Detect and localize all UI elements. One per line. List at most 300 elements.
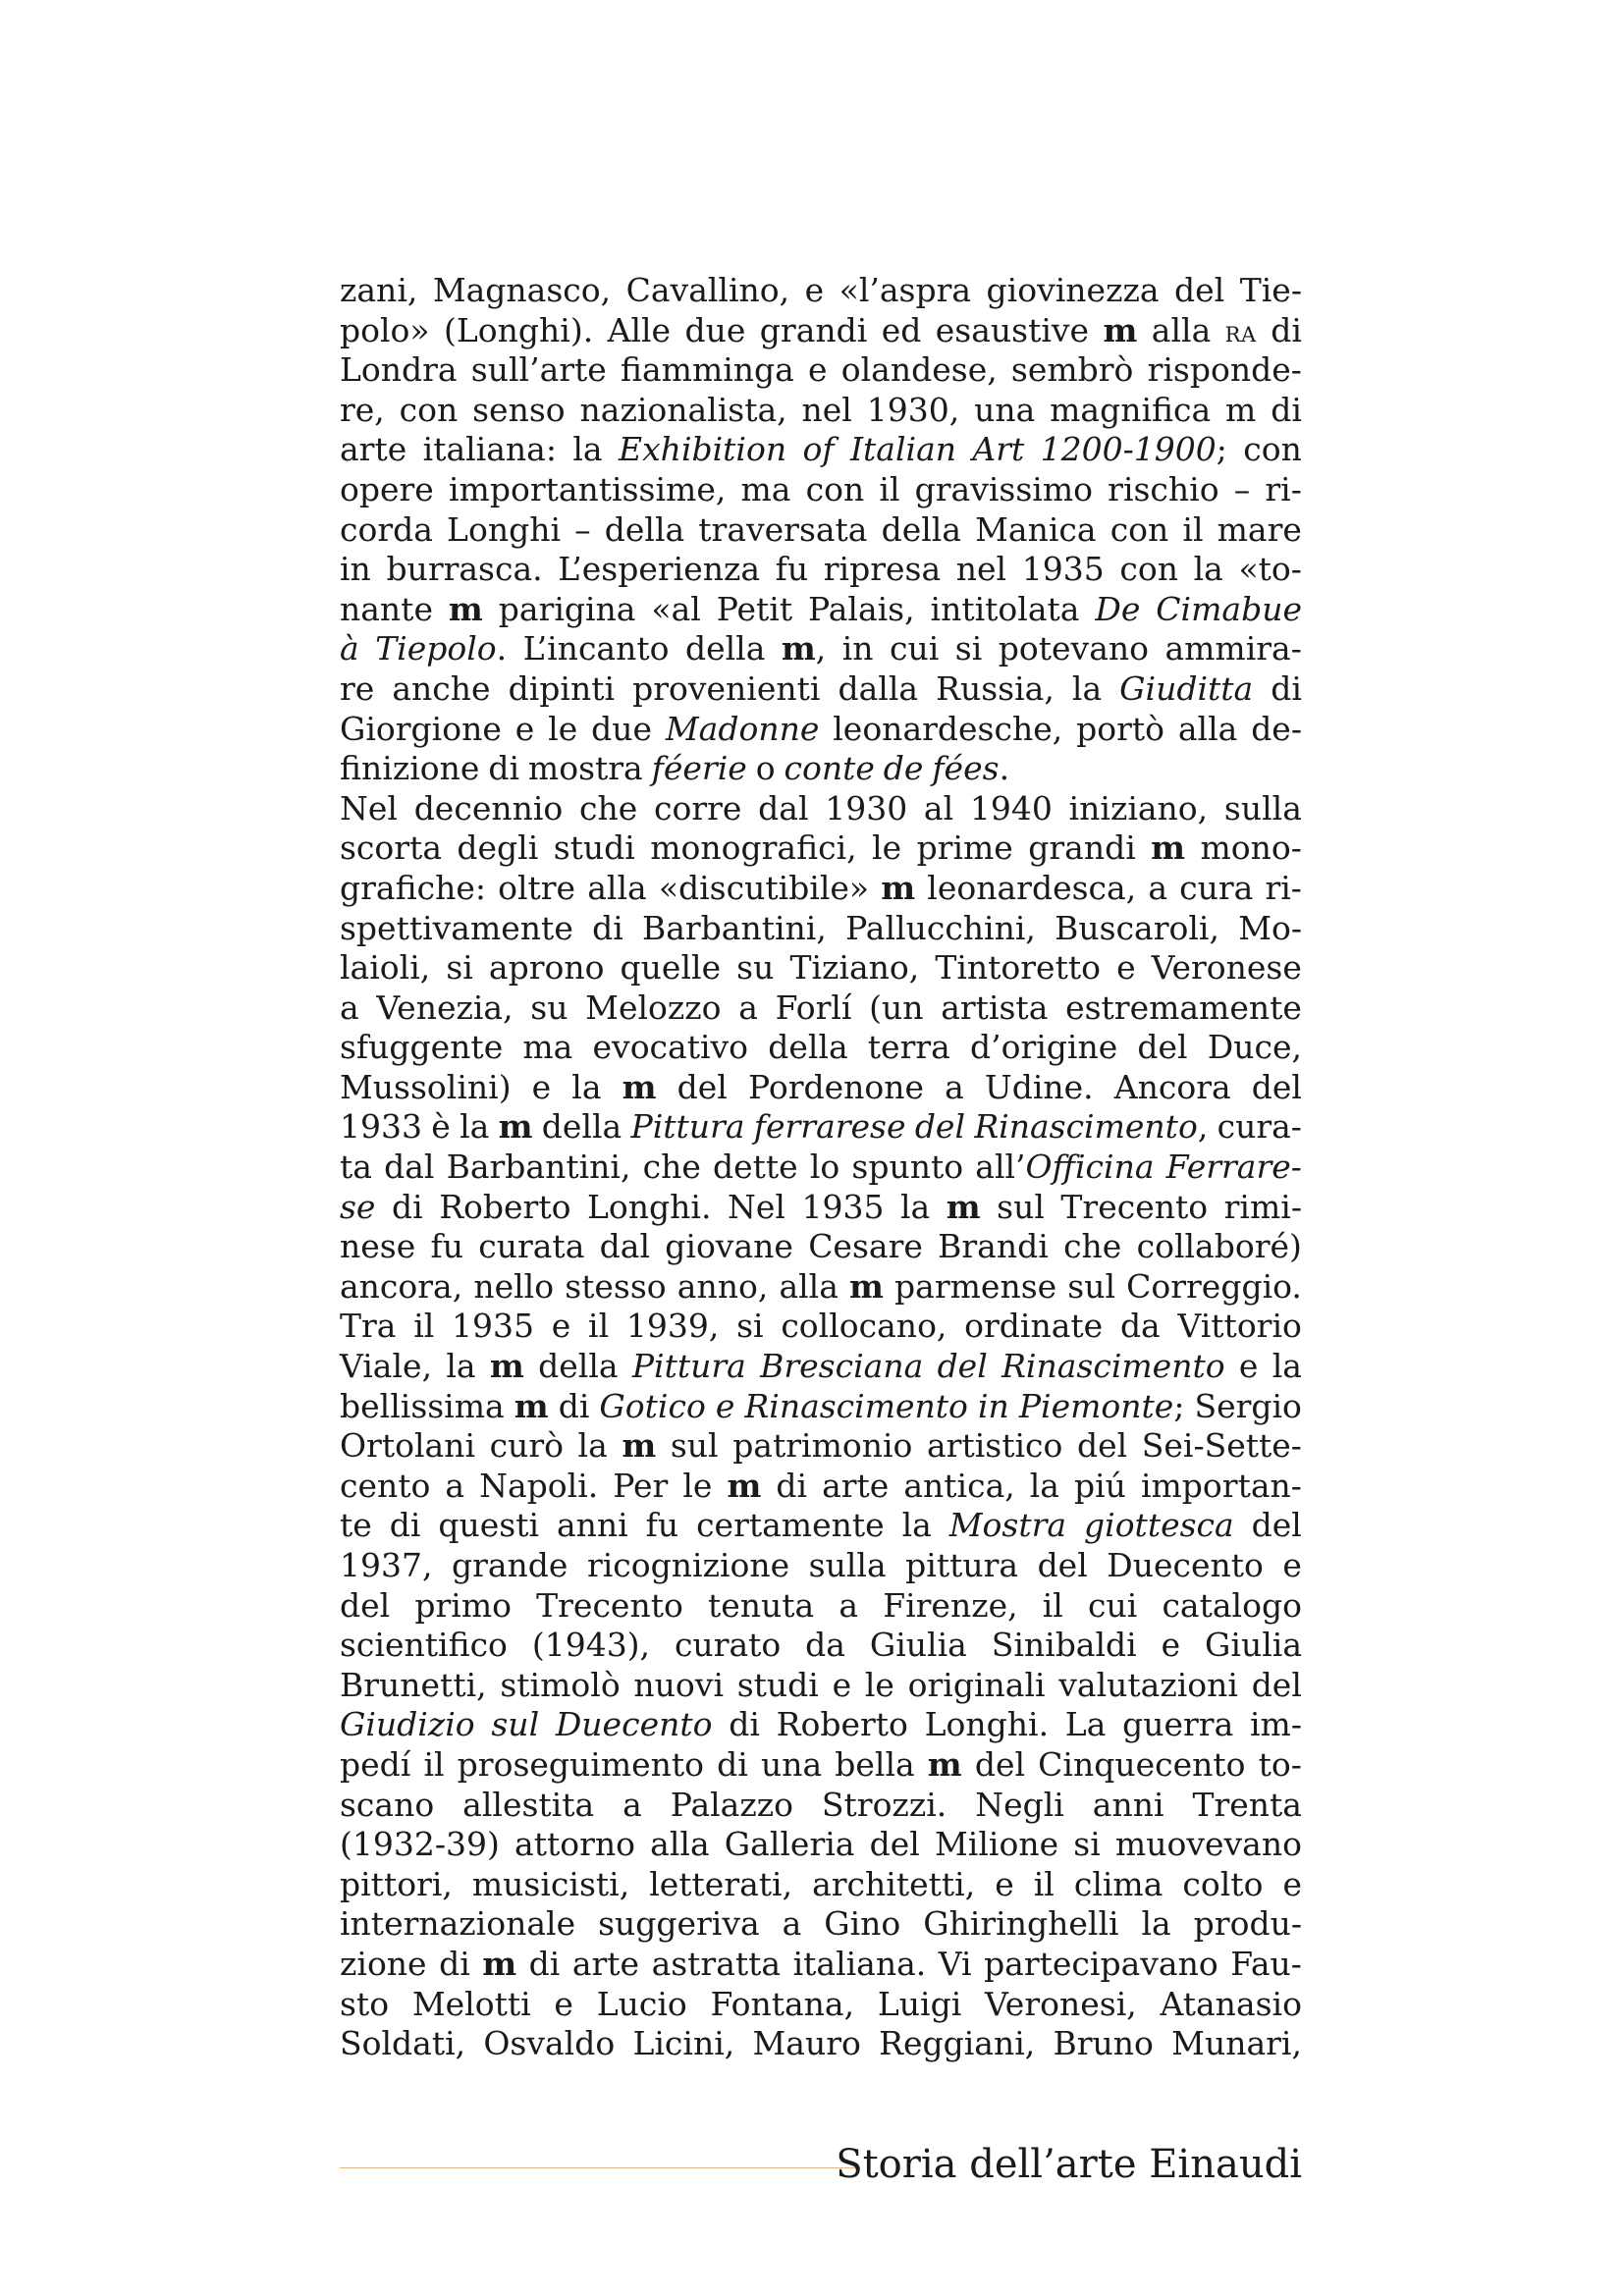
word: curò bbox=[489, 1426, 564, 1466]
word: Giudizio bbox=[340, 1705, 475, 1744]
word: studi bbox=[553, 828, 635, 868]
word: di bbox=[389, 1506, 421, 1545]
word: scano bbox=[340, 1785, 435, 1824]
word: se bbox=[340, 1187, 376, 1226]
word: Cavallino, bbox=[625, 271, 790, 309]
text-line bbox=[340, 749, 1302, 789]
word: colto bbox=[1182, 1864, 1264, 1903]
word: della bbox=[684, 629, 766, 668]
word: si bbox=[1073, 1825, 1101, 1864]
word: m, bbox=[781, 629, 827, 668]
word: Roberto bbox=[439, 1187, 571, 1226]
word: della bbox=[538, 1347, 619, 1386]
word: e bbox=[1282, 1546, 1302, 1584]
word: ripresa bbox=[823, 550, 942, 589]
word: – bbox=[574, 509, 591, 549]
word: il bbox=[1042, 1585, 1063, 1625]
text-line bbox=[340, 1107, 1302, 1148]
word: degli bbox=[457, 828, 539, 868]
word: féerie bbox=[651, 749, 747, 788]
word: a bbox=[1148, 868, 1167, 907]
word: la bbox=[899, 1187, 931, 1226]
word: da bbox=[805, 1626, 845, 1665]
word: in bbox=[340, 550, 371, 589]
word: il bbox=[1033, 1864, 1055, 1903]
word: decennio bbox=[413, 788, 564, 828]
text-line bbox=[340, 988, 1302, 1029]
text-line bbox=[340, 1267, 1302, 1308]
word: Magnasco, bbox=[432, 271, 612, 309]
word: 1935 bbox=[452, 1307, 535, 1346]
text-line bbox=[340, 948, 1302, 988]
footer-title: Storia dell’arte Einaudi bbox=[836, 2142, 1302, 2187]
text-line bbox=[340, 1467, 1302, 1507]
word: Sei-Sette- bbox=[1141, 1426, 1302, 1466]
word: finizione bbox=[340, 749, 480, 788]
word: Atanasio bbox=[1160, 1984, 1302, 2023]
word: sul bbox=[491, 1705, 540, 1744]
word: Strozzi. bbox=[821, 1785, 947, 1824]
word: su bbox=[530, 988, 568, 1027]
word: Giulia bbox=[869, 1626, 967, 1665]
footer-rule bbox=[340, 2167, 860, 2168]
word: del bbox=[676, 1067, 728, 1106]
word: una bbox=[974, 390, 1036, 429]
word: partecipavano bbox=[984, 1944, 1218, 1983]
word: importan- bbox=[1140, 1466, 1302, 1505]
word: di bbox=[488, 749, 520, 788]
word: ricognizione bbox=[586, 1546, 790, 1584]
word: Duecento bbox=[1107, 1546, 1264, 1584]
word: il bbox=[1182, 509, 1204, 549]
word: giottesca bbox=[1084, 1506, 1234, 1545]
word: sfuggente bbox=[340, 1028, 504, 1067]
word: due bbox=[591, 709, 653, 748]
word: nello bbox=[473, 1266, 555, 1306]
word: del bbox=[1251, 1506, 1302, 1545]
word: e bbox=[995, 1864, 1014, 1903]
word: tenuta bbox=[707, 1585, 815, 1625]
word: e bbox=[808, 350, 828, 390]
word: 1930, bbox=[866, 390, 960, 429]
word: ri- bbox=[1265, 469, 1302, 508]
word: Petit bbox=[716, 589, 793, 628]
word: traversata bbox=[698, 509, 868, 549]
word: la bbox=[1141, 1904, 1171, 1944]
word: di bbox=[391, 1187, 423, 1226]
word: originali bbox=[907, 1665, 1046, 1704]
word: a bbox=[738, 988, 758, 1027]
word: Firenze, bbox=[883, 1585, 1018, 1625]
word: d’origine bbox=[969, 1028, 1118, 1067]
word: o bbox=[755, 749, 776, 788]
text-line bbox=[340, 1904, 1302, 1945]
word: dal bbox=[384, 1148, 435, 1187]
word: le bbox=[872, 828, 902, 868]
word: del bbox=[1251, 1067, 1302, 1106]
word: a bbox=[945, 1067, 964, 1106]
word: quelle bbox=[620, 948, 722, 988]
word: 1939, bbox=[625, 1307, 720, 1346]
word: ma bbox=[740, 469, 791, 508]
word: del bbox=[1137, 1028, 1188, 1067]
word: prime bbox=[916, 828, 1013, 868]
word: e bbox=[531, 1067, 552, 1106]
word: Barbantini, bbox=[446, 1148, 631, 1187]
word: Longhi. bbox=[586, 1187, 712, 1226]
word: oltre bbox=[498, 868, 576, 907]
word: esaustive bbox=[935, 310, 1090, 349]
word: im- bbox=[1249, 1705, 1302, 1744]
word: bellissima bbox=[340, 1386, 505, 1425]
word: architetti, bbox=[812, 1864, 976, 1903]
text-line bbox=[340, 1148, 1302, 1188]
word: L’incanto bbox=[522, 629, 670, 668]
word: m bbox=[849, 1266, 884, 1306]
word: che bbox=[579, 788, 638, 828]
word: m bbox=[1225, 390, 1257, 429]
word: di bbox=[717, 1744, 748, 1784]
word: dal bbox=[758, 788, 809, 828]
word: Brunetti, bbox=[340, 1665, 487, 1704]
word: mono- bbox=[1200, 828, 1302, 868]
word: collaboré) bbox=[1136, 1227, 1302, 1266]
word: m bbox=[946, 1187, 981, 1226]
word: a bbox=[622, 1785, 642, 1824]
word: grandi bbox=[1028, 828, 1136, 868]
word: Cimabue bbox=[1156, 589, 1302, 628]
word: corre bbox=[653, 788, 742, 828]
word: bella bbox=[835, 1744, 915, 1784]
word: arte bbox=[571, 1944, 640, 1983]
text-line bbox=[340, 629, 1302, 669]
word: Longhi. bbox=[924, 1705, 1050, 1744]
text-line bbox=[340, 1586, 1302, 1627]
word: in bbox=[841, 629, 874, 668]
word: questi bbox=[438, 1506, 540, 1545]
word: fiamminga bbox=[620, 350, 794, 390]
word: arte bbox=[340, 430, 407, 469]
word: le bbox=[682, 1466, 713, 1505]
word: certamente bbox=[696, 1506, 885, 1545]
word: (Longhi). bbox=[444, 310, 594, 349]
word: collocano, bbox=[781, 1307, 947, 1346]
word: mostra bbox=[527, 749, 643, 788]
word: importantissime, bbox=[448, 469, 727, 508]
word: Duecento bbox=[555, 1705, 713, 1744]
word: guerra bbox=[1122, 1705, 1234, 1744]
word: e bbox=[715, 1386, 735, 1425]
text-line bbox=[340, 550, 1302, 590]
word: le bbox=[548, 709, 578, 748]
text-line bbox=[340, 1347, 1302, 1387]
word: la bbox=[460, 1107, 490, 1147]
word: nel bbox=[801, 390, 852, 429]
word: dal bbox=[599, 1227, 650, 1266]
word: Viale, bbox=[340, 1347, 433, 1386]
text-line bbox=[340, 789, 1302, 829]
word: giovane bbox=[665, 1227, 793, 1266]
text-line bbox=[340, 1786, 1302, 1826]
word: ra bbox=[1224, 314, 1257, 349]
word: Londra bbox=[340, 350, 458, 390]
word: anni bbox=[1092, 1785, 1164, 1824]
word: ancora, bbox=[340, 1266, 463, 1306]
word: alla bbox=[779, 1266, 839, 1306]
text-line bbox=[340, 1626, 1302, 1666]
word: della bbox=[604, 509, 685, 549]
word: del bbox=[914, 1107, 966, 1147]
word: sul bbox=[1067, 1266, 1116, 1306]
text-line bbox=[340, 1068, 1302, 1108]
word: m bbox=[1151, 828, 1186, 868]
word: sul bbox=[670, 1426, 719, 1466]
word: 1937, bbox=[340, 1546, 433, 1584]
word: dalla bbox=[838, 668, 919, 708]
word: la bbox=[1271, 1347, 1302, 1386]
word: fu bbox=[645, 1506, 679, 1545]
word: il bbox=[413, 1307, 435, 1346]
word: Fau- bbox=[1230, 1944, 1302, 1983]
word: da bbox=[1119, 1307, 1161, 1346]
word: sto bbox=[340, 1984, 390, 2023]
text-line bbox=[340, 391, 1302, 431]
word: dipinti bbox=[508, 668, 616, 708]
word: Tintoretto bbox=[935, 948, 1101, 988]
word: artistico bbox=[927, 1426, 1063, 1466]
word: Madonne bbox=[665, 709, 820, 748]
word: primo bbox=[414, 1585, 512, 1625]
word: m bbox=[489, 1347, 524, 1386]
word: la bbox=[1071, 668, 1103, 708]
word: Pordenone bbox=[747, 1067, 925, 1106]
word: attorno bbox=[514, 1825, 635, 1864]
word: Tie- bbox=[1239, 271, 1302, 309]
word: pedí bbox=[340, 1744, 411, 1784]
word: mare bbox=[1217, 509, 1302, 549]
word: leonardesca, bbox=[927, 868, 1137, 907]
word: m bbox=[1103, 310, 1138, 349]
word: del bbox=[1076, 1426, 1128, 1466]
word: Tra bbox=[340, 1307, 397, 1346]
word: evocativo bbox=[592, 1028, 749, 1067]
word: Rinascimento, bbox=[974, 1107, 1209, 1147]
word: Ortolani bbox=[340, 1426, 475, 1466]
word: senso bbox=[472, 390, 566, 429]
word: Mauro bbox=[752, 2024, 861, 2063]
text-line bbox=[340, 1227, 1302, 1267]
word: il bbox=[423, 1744, 445, 1784]
word: la bbox=[572, 430, 603, 469]
word: ed bbox=[881, 310, 922, 349]
word: Vittorio bbox=[1177, 1307, 1302, 1346]
word: Mo- bbox=[1238, 908, 1302, 947]
text-line bbox=[340, 271, 1302, 311]
word: pittori, bbox=[340, 1864, 453, 1903]
word: con bbox=[1119, 550, 1178, 589]
word: è bbox=[431, 1107, 451, 1147]
word: alla bbox=[1151, 310, 1212, 349]
word: Bresciana bbox=[760, 1347, 924, 1386]
word: terra bbox=[867, 1028, 950, 1067]
text-line bbox=[340, 590, 1302, 630]
word: grafiche: bbox=[340, 868, 486, 907]
word: Cinquecento bbox=[1038, 1744, 1246, 1784]
word: italiana: bbox=[422, 430, 557, 469]
word: Rinascimento bbox=[1001, 1347, 1225, 1386]
text-line bbox=[340, 710, 1302, 750]
word: m bbox=[498, 1107, 533, 1147]
word: m bbox=[622, 1067, 657, 1106]
text-line bbox=[340, 1188, 1302, 1228]
text-line bbox=[340, 869, 1302, 909]
text-line bbox=[340, 1666, 1302, 1706]
word: valutazioni bbox=[1058, 1665, 1238, 1704]
text-line bbox=[340, 1825, 1302, 1865]
word: patrimonio bbox=[732, 1426, 913, 1466]
text-line bbox=[340, 1705, 1302, 1745]
word: due bbox=[684, 310, 746, 349]
word: della bbox=[881, 509, 962, 549]
word: Lucio bbox=[596, 1984, 687, 2023]
word: antica, bbox=[903, 1466, 1015, 1505]
word: Tiziano, bbox=[789, 948, 920, 988]
word: conte bbox=[784, 749, 875, 788]
word: De bbox=[1095, 589, 1141, 628]
word: stimolò bbox=[500, 1665, 621, 1704]
word: 1930 bbox=[825, 788, 908, 828]
word: (un bbox=[869, 988, 924, 1027]
word: gravissimo bbox=[914, 469, 1094, 508]
word: m bbox=[482, 1944, 517, 1983]
word: dette bbox=[713, 1148, 798, 1187]
text-line bbox=[340, 1865, 1302, 1905]
word: allestita bbox=[462, 1785, 595, 1824]
word: cento bbox=[340, 1466, 431, 1505]
word: cui bbox=[890, 629, 940, 668]
word: artista bbox=[941, 988, 1049, 1027]
word: della bbox=[768, 1028, 848, 1067]
word: il bbox=[588, 1307, 610, 1346]
word: a bbox=[839, 1585, 859, 1625]
text-line bbox=[340, 1985, 1302, 2025]
word: Melozzo bbox=[585, 988, 722, 1027]
word: «to- bbox=[1238, 550, 1302, 589]
word: di bbox=[439, 1944, 470, 1983]
text-line bbox=[340, 1307, 1302, 1347]
word: Correggio. bbox=[1126, 1266, 1302, 1306]
text-line bbox=[340, 1506, 1302, 1546]
word: Per bbox=[613, 1466, 669, 1505]
word: italiana. bbox=[792, 1944, 927, 1983]
word: Bruno bbox=[1053, 2024, 1154, 2063]
word: Veronese bbox=[1151, 948, 1302, 988]
word: sulla bbox=[808, 1546, 887, 1584]
word: Giorgione bbox=[340, 709, 502, 748]
word: a bbox=[445, 1466, 465, 1505]
word: giovinezza bbox=[986, 271, 1160, 309]
word: Brandi bbox=[938, 1227, 1049, 1266]
text-line bbox=[340, 828, 1302, 869]
word: del bbox=[1251, 1665, 1302, 1704]
word: ordinate bbox=[964, 1307, 1104, 1346]
word: grandi bbox=[759, 310, 868, 349]
word: à bbox=[340, 629, 359, 668]
word: che bbox=[1063, 1227, 1122, 1266]
word: Nel bbox=[727, 1187, 785, 1226]
text-line bbox=[340, 470, 1302, 510]
word: opere bbox=[340, 469, 434, 508]
word: «l’aspra bbox=[839, 271, 972, 309]
word: Palais, bbox=[808, 589, 915, 628]
word: su bbox=[736, 948, 775, 988]
text-line bbox=[340, 2024, 1302, 2064]
word: nuovi bbox=[633, 1665, 724, 1704]
word: Russia, bbox=[936, 668, 1055, 708]
word: Negli bbox=[975, 1785, 1064, 1824]
word: si bbox=[736, 1307, 764, 1346]
word: ferrarese bbox=[753, 1107, 906, 1147]
word: polo» bbox=[340, 310, 430, 349]
word: ammira- bbox=[1164, 629, 1302, 668]
word: Munari, bbox=[1171, 2024, 1302, 2063]
word: re, bbox=[340, 390, 385, 429]
word: alla bbox=[1177, 709, 1238, 748]
word: Sergio bbox=[1194, 1386, 1302, 1425]
word: Gotico bbox=[599, 1386, 706, 1425]
word: sembrò bbox=[1010, 350, 1134, 390]
word: la bbox=[1029, 1466, 1059, 1505]
word: laioli, bbox=[340, 948, 431, 988]
word: corda bbox=[340, 509, 433, 549]
word: del bbox=[340, 1585, 391, 1625]
word: di bbox=[776, 1466, 808, 1505]
word: – bbox=[1233, 469, 1251, 508]
word: all’Officina bbox=[975, 1148, 1155, 1187]
text-line bbox=[340, 1546, 1302, 1586]
text-line bbox=[340, 510, 1302, 551]
word: Luigi bbox=[877, 1984, 962, 2023]
word: magnifica bbox=[1050, 390, 1212, 429]
word: catalogo bbox=[1162, 1585, 1302, 1625]
word: Rinascimento bbox=[744, 1386, 968, 1425]
word: olandese, bbox=[840, 350, 998, 390]
word: nese bbox=[340, 1227, 416, 1266]
word: Napoli. bbox=[479, 1466, 599, 1505]
word: te bbox=[340, 1506, 372, 1545]
word: Vi bbox=[938, 1944, 972, 1983]
word: Italian bbox=[849, 430, 956, 469]
word: Giulia bbox=[1205, 1626, 1302, 1665]
word: (1932-39) bbox=[340, 1825, 500, 1864]
word: Roberto bbox=[776, 1705, 908, 1744]
text-line bbox=[340, 1426, 1302, 1467]
body-text bbox=[340, 271, 1302, 2064]
word: Cesare bbox=[808, 1227, 923, 1266]
word: piú bbox=[1074, 1466, 1126, 1505]
word: nazionalista, bbox=[579, 390, 787, 429]
word: Duce, bbox=[1207, 1028, 1302, 1067]
word: rischio bbox=[1108, 469, 1219, 508]
word: Soldati, bbox=[340, 2024, 466, 2063]
word: fu bbox=[430, 1227, 463, 1266]
word: la bbox=[1193, 550, 1223, 589]
word: arte bbox=[822, 1466, 890, 1505]
word: di bbox=[1271, 668, 1302, 708]
word: leonardesche, bbox=[833, 709, 1063, 748]
word: La bbox=[1064, 1705, 1107, 1744]
word: Art bbox=[972, 430, 1025, 469]
